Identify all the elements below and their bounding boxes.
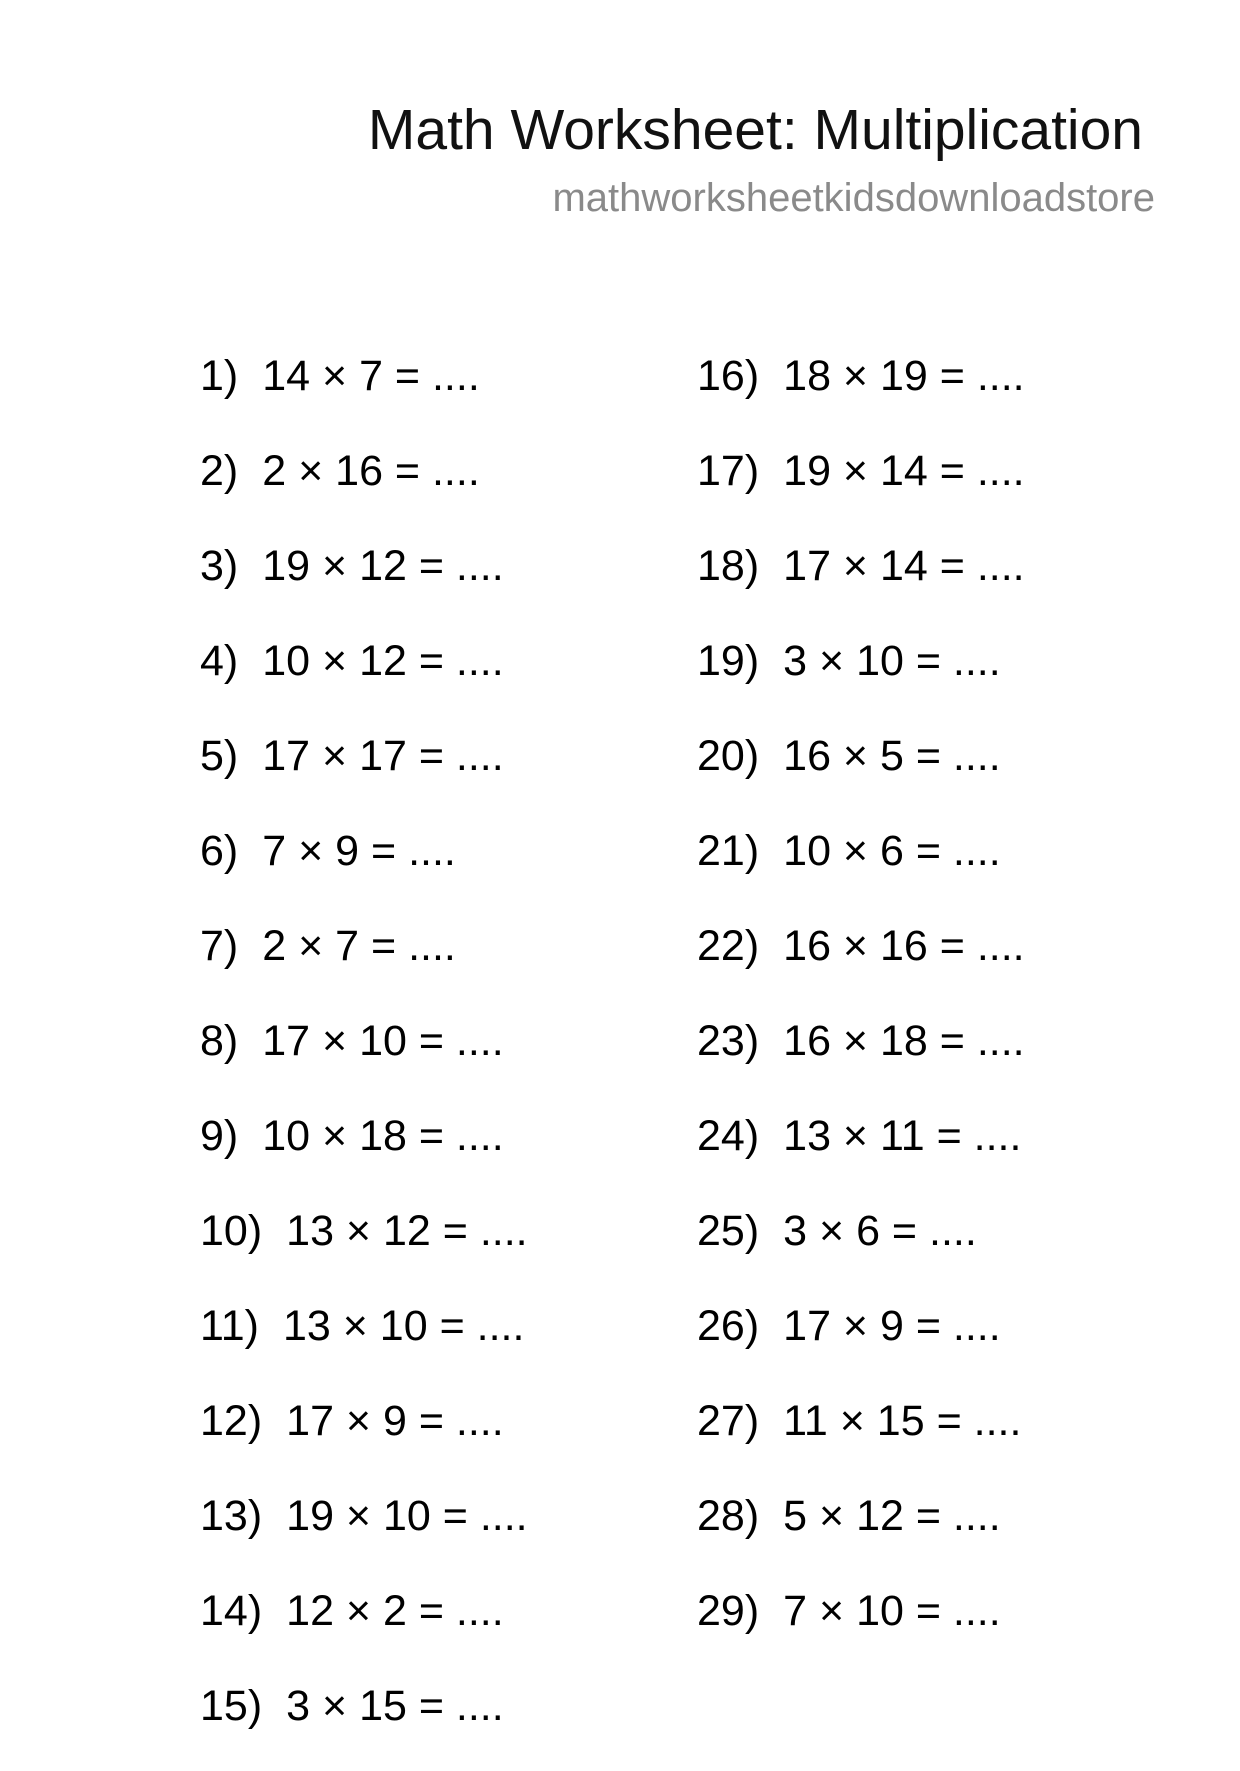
problem-expression: 10 × 18 = .... bbox=[262, 1112, 504, 1160]
problem-item bbox=[697, 1106, 1025, 1201]
problem-expression: 11 × 15 = .... bbox=[783, 1397, 1022, 1445]
worksheet-header bbox=[367, 95, 1155, 223]
problem-item bbox=[697, 1201, 1025, 1296]
problem-number: 1) bbox=[200, 352, 239, 400]
problem-expression: 5 × 12 = .... bbox=[783, 1492, 1001, 1540]
problem-expression: 13 × 12 = .... bbox=[286, 1207, 528, 1255]
problem-expression: 17 × 17 = .... bbox=[262, 732, 504, 780]
problem-number: 14) bbox=[200, 1587, 263, 1635]
problem-number: 3) bbox=[200, 542, 239, 590]
problem-item bbox=[697, 441, 1025, 536]
problem-expression: 3 × 15 = .... bbox=[286, 1682, 504, 1730]
problem-number: 5) bbox=[200, 732, 239, 780]
problem-expression: 7 × 10 = .... bbox=[783, 1587, 1001, 1635]
problem-item bbox=[200, 1676, 528, 1771]
problem-number: 15) bbox=[200, 1682, 263, 1730]
problem-expression: 3 × 6 = .... bbox=[783, 1207, 977, 1255]
problem-number: 23) bbox=[697, 1017, 760, 1065]
problem-number: 18) bbox=[697, 542, 760, 590]
problem-expression: 18 × 19 = .... bbox=[783, 352, 1025, 400]
problem-item bbox=[200, 631, 528, 726]
source-watermark: mathworksheetkidsdownloadstore bbox=[552, 176, 1155, 220]
problem-number: 19) bbox=[697, 637, 760, 685]
problem-expression: 19 × 14 = .... bbox=[783, 447, 1025, 495]
problem-expression: 16 × 18 = .... bbox=[783, 1017, 1025, 1065]
problem-item bbox=[200, 821, 528, 916]
problem-item bbox=[200, 1486, 528, 1581]
problem-number: 10) bbox=[200, 1207, 263, 1255]
problem-expression: 10 × 12 = .... bbox=[262, 637, 504, 685]
problem-item bbox=[697, 631, 1025, 726]
problem-number: 21) bbox=[697, 827, 760, 875]
problem-item bbox=[697, 821, 1025, 916]
problem-item bbox=[697, 1391, 1025, 1486]
problem-number: 8) bbox=[200, 1017, 239, 1065]
problem-expression: 17 × 9 = .... bbox=[783, 1302, 1001, 1350]
problem-number: 9) bbox=[200, 1112, 239, 1160]
problem-item bbox=[200, 1391, 528, 1486]
problem-number: 13) bbox=[200, 1492, 263, 1540]
problem-item bbox=[697, 1011, 1025, 1106]
problem-number: 22) bbox=[697, 922, 760, 970]
problem-expression: 12 × 2 = .... bbox=[286, 1587, 504, 1635]
problem-expression: 10 × 6 = .... bbox=[783, 827, 1001, 875]
problem-item bbox=[697, 726, 1025, 821]
problem-expression: 17 × 9 = .... bbox=[286, 1397, 504, 1445]
problem-item bbox=[697, 346, 1025, 441]
problem-number: 26) bbox=[697, 1302, 760, 1350]
problem-number: 11) bbox=[200, 1302, 259, 1350]
problem-number: 12) bbox=[200, 1397, 263, 1445]
problem-number: 24) bbox=[697, 1112, 760, 1160]
problem-item bbox=[200, 1581, 528, 1676]
problem-item bbox=[200, 1201, 528, 1296]
problem-number: 7) bbox=[200, 922, 239, 970]
problem-item bbox=[200, 536, 528, 631]
problem-number: 25) bbox=[697, 1207, 760, 1255]
problem-item bbox=[200, 441, 528, 536]
problem-item bbox=[200, 1296, 528, 1391]
problem-item bbox=[200, 1106, 528, 1201]
problem-expression: 19 × 12 = .... bbox=[262, 542, 504, 590]
problem-expression: 2 × 16 = .... bbox=[262, 447, 480, 495]
page-title: Math Worksheet: Multiplication bbox=[367, 98, 1143, 162]
problem-number: 28) bbox=[697, 1492, 760, 1540]
problem-expression: 7 × 9 = .... bbox=[262, 827, 456, 875]
problem-item bbox=[697, 1486, 1025, 1581]
problem-item bbox=[200, 726, 528, 821]
problem-number: 6) bbox=[200, 827, 239, 875]
problem-number: 29) bbox=[697, 1587, 760, 1635]
problem-number: 16) bbox=[697, 352, 760, 400]
problem-number: 20) bbox=[697, 732, 760, 780]
problem-grid bbox=[200, 346, 1100, 1730]
problem-expression: 17 × 10 = .... bbox=[262, 1017, 504, 1065]
problem-number: 2) bbox=[200, 447, 239, 495]
problem-expression: 2 × 7 = .... bbox=[262, 922, 456, 970]
problem-item bbox=[200, 916, 528, 1011]
problem-column-right bbox=[697, 346, 1025, 1676]
problem-expression: 3 × 10 = .... bbox=[783, 637, 1001, 685]
problem-expression: 17 × 14 = .... bbox=[783, 542, 1025, 590]
problem-item bbox=[697, 916, 1025, 1011]
problem-column-left bbox=[200, 346, 528, 1771]
problem-expression: 13 × 10 = .... bbox=[282, 1302, 525, 1350]
problem-item bbox=[200, 346, 528, 441]
problem-number: 17) bbox=[697, 447, 760, 495]
problem-item bbox=[697, 1581, 1025, 1676]
problem-expression: 14 × 7 = .... bbox=[262, 352, 480, 400]
problem-item bbox=[697, 1296, 1025, 1391]
problem-expression: 19 × 10 = .... bbox=[286, 1492, 528, 1540]
problem-expression: 16 × 16 = .... bbox=[783, 922, 1025, 970]
problem-number: 27) bbox=[697, 1397, 760, 1445]
problem-item bbox=[200, 1011, 528, 1106]
problem-item bbox=[697, 536, 1025, 631]
problem-number: 4) bbox=[200, 637, 239, 685]
problem-expression: 16 × 5 = .... bbox=[783, 732, 1001, 780]
problem-expression: 13 × 11 = .... bbox=[783, 1112, 1022, 1160]
